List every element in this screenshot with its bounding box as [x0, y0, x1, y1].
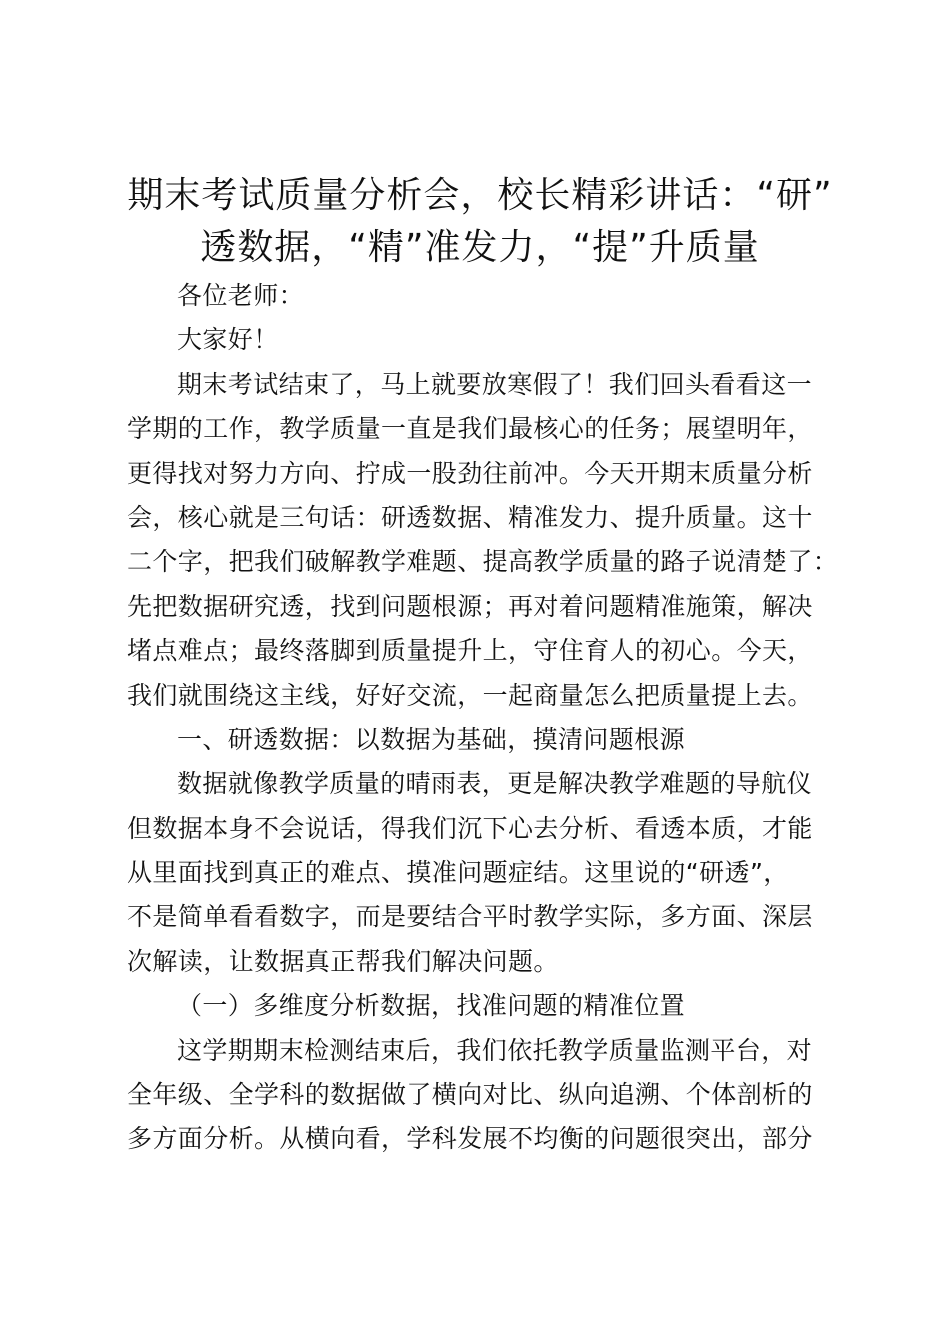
- paragraph-line: 从里面找到真正的难点、摸准问题症结。这里说的“研透”，: [127, 858, 789, 888]
- paragraph-line: 堵点难点；最终落脚到质量提升上，守住育人的初心。今天，: [127, 636, 813, 666]
- subsection-heading: （一）多维度分析数据，找准问题的精准位置: [177, 991, 686, 1021]
- paragraph-line: 不是简单看看数字，而是要结合平时教学实际，多方面、深层: [127, 902, 813, 932]
- section-heading: 一、研透数据：以数据为基础，摸清问题根源: [177, 724, 686, 754]
- paragraph-line: 这学期期末检测结束后，我们依托教学质量监测平台，对: [177, 1035, 813, 1065]
- title-line-2: 透数据，“精”准发力，“提”升质量: [200, 227, 760, 268]
- paragraph-line: 会，核心就是三句话：研透数据、精准发力、提升质量。这十: [127, 502, 813, 532]
- document-title: [120, 170, 840, 274]
- paragraph-line: 学期的工作，教学质量一直是我们最核心的任务；展望明年，: [127, 414, 813, 444]
- greeting: 大家好！: [177, 325, 279, 355]
- paragraph-line: 多方面分析。从横向看，学科发展不均衡的问题很突出，部分: [127, 1124, 813, 1154]
- paragraph-line: 二个字，把我们破解教学难题、提高教学质量的路子说清楚了：: [127, 547, 839, 577]
- paragraph-line: 但数据本身不会说话，得我们沉下心去分析、看透本质，才能: [127, 813, 813, 843]
- salutation: 各位老师：: [177, 281, 305, 310]
- title-line-1: 期末考试质量分析会，校长精彩讲话：“研”: [127, 175, 833, 216]
- paragraph-line: 数据就像教学质量的晴雨表，更是解决教学难题的导航仪: [177, 769, 813, 799]
- paragraph-line: 次解读，让数据真正帮我们解决问题。: [127, 946, 559, 976]
- document-body: [127, 274, 837, 1162]
- paragraph-line: 我们就围绕这主线，好好交流，一起商量怎么把质量提上去。: [127, 680, 813, 710]
- paragraph-line: 更得找对努力方向、拧成一股劲往前冲。今天开期末质量分析: [127, 458, 813, 488]
- paragraph-line: 先把数据研究透，找到问题根源；再对着问题精准施策，解决: [127, 591, 813, 621]
- paragraph-line: 期末考试结束了，马上就要放寒假了！我们回头看看这一: [177, 369, 813, 399]
- paragraph-line: 全年级、全学科的数据做了横向对比、纵向追溯、个体剖析的: [127, 1080, 813, 1110]
